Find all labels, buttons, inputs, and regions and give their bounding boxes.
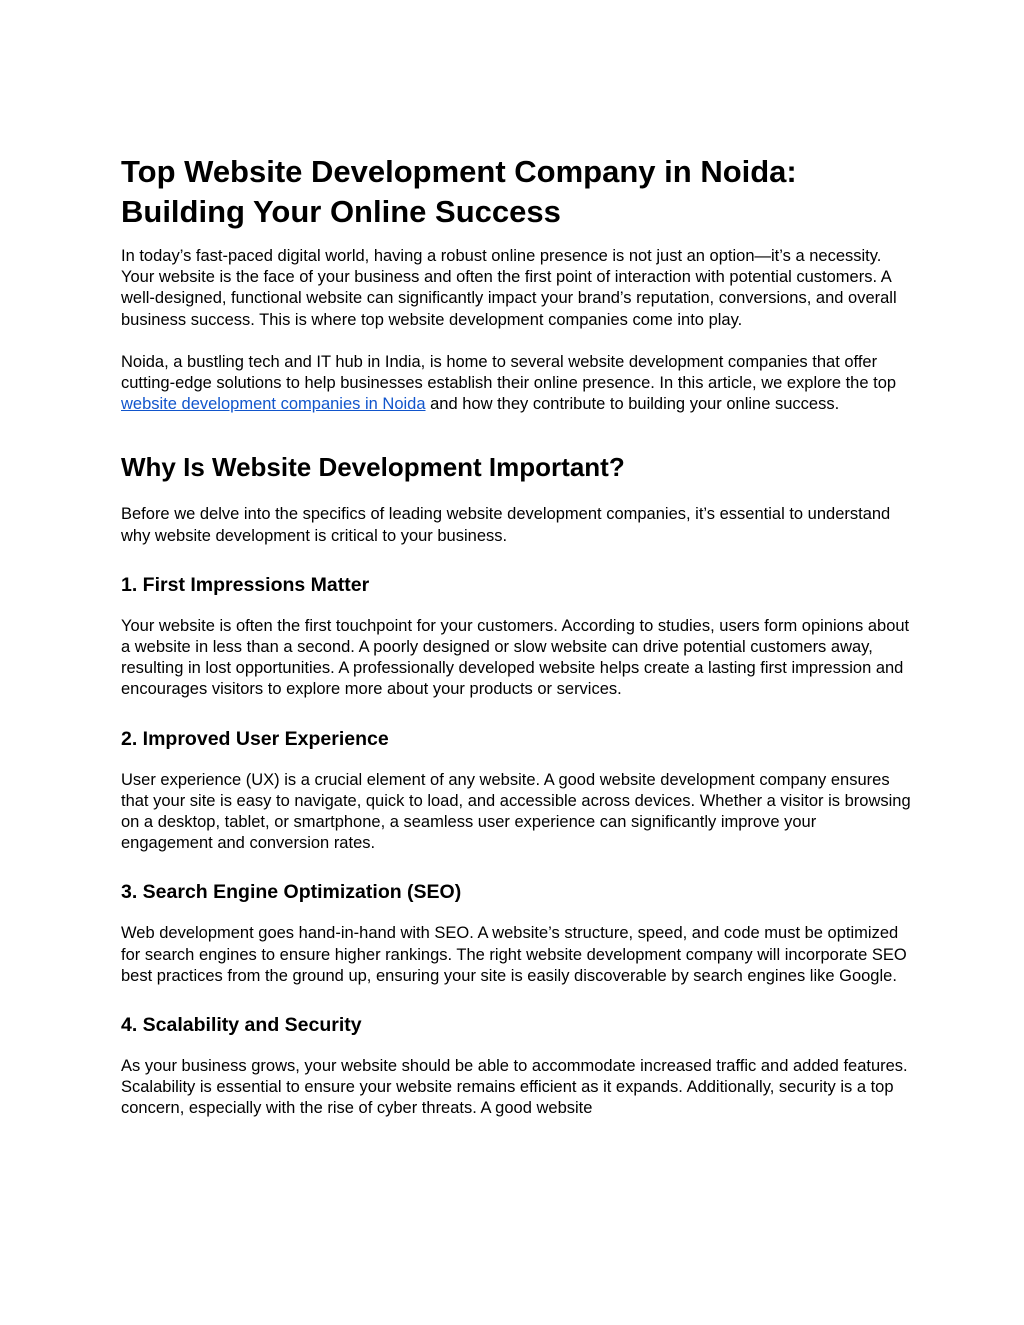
page-title: Top Website Development Company in Noida: Building Your Online Success bbox=[121, 154, 797, 229]
document-page bbox=[121, 152, 911, 1120]
intro-paragraph-2-after: and how they contribute to building your online success. bbox=[425, 395, 840, 414]
section-body: Web development goes hand-in-hand with SEO. A website’s structure, speed, and code must be optimized for search engines to ensure higher rankings. The right website development company will incorporate SEO best practices from the ground up, ensuring your site is easily discoverable by search engines like Google. bbox=[121, 924, 907, 985]
why-heading: Why Is Website Development Important? bbox=[121, 452, 625, 483]
why-lead-paragraph: Before we delve into the specifics of leading website development companies, it’s essential to understand why website development is critical to your business. bbox=[121, 505, 891, 545]
section-heading: 3. Search Engine Optimization (SEO) bbox=[121, 881, 462, 904]
intro-paragraph-2 bbox=[121, 352, 911, 416]
section-body: As your business grows, your website should be able to accommodate increased traffic and added features. Scalability is essential to ensure your website remains efficient as it expands. Additionally, security is a top concern, especially with the rise of cyber threats. A good website bbox=[121, 1057, 908, 1118]
section-body: User experience (UX) is a crucial element of any website. A good website development company ensures that your site is easy to navigate, quick to load, and accessible across devices. Whether a visitor is browsing on a desktop, tablet, or smartphone, a seamless user experience can significantly improve your engagement and conversion rates. bbox=[121, 770, 911, 853]
section-heading: 2. Improved User Experience bbox=[121, 727, 389, 750]
section-body: Your website is often the first touchpoint for your customers. According to studies, users form opinions about a website in less than a second. A poorly designed or slow website can drive potential customers away, resulting in lost opportunities. A professionally developed website helps create a lasting first impression and encourages visitors to explore more about your products or services. bbox=[121, 616, 910, 699]
intro-paragraph-1: In today’s fast-paced digital world, having a robust online presence is not just an option—it’s a necessity. Your website is the face of your business and often the first point of interaction with potential customers. A well-designed, functional website can significantly impact your brand’s reputation, conversions, and overall business success. This is where top website development companies come into play. bbox=[121, 247, 897, 329]
section-heading: 4. Scalability and Security bbox=[121, 1014, 362, 1037]
section-heading: 1. First Impressions Matter bbox=[121, 573, 370, 596]
noida-companies-link[interactable]: website development companies in Noida bbox=[121, 395, 426, 414]
intro-paragraph-2-before: Noida, a bustling tech and IT hub in India, is home to several website development companies that offer cutting-edge solutions to help businesses establish their online presence. In this article, we explore the top bbox=[121, 352, 897, 393]
